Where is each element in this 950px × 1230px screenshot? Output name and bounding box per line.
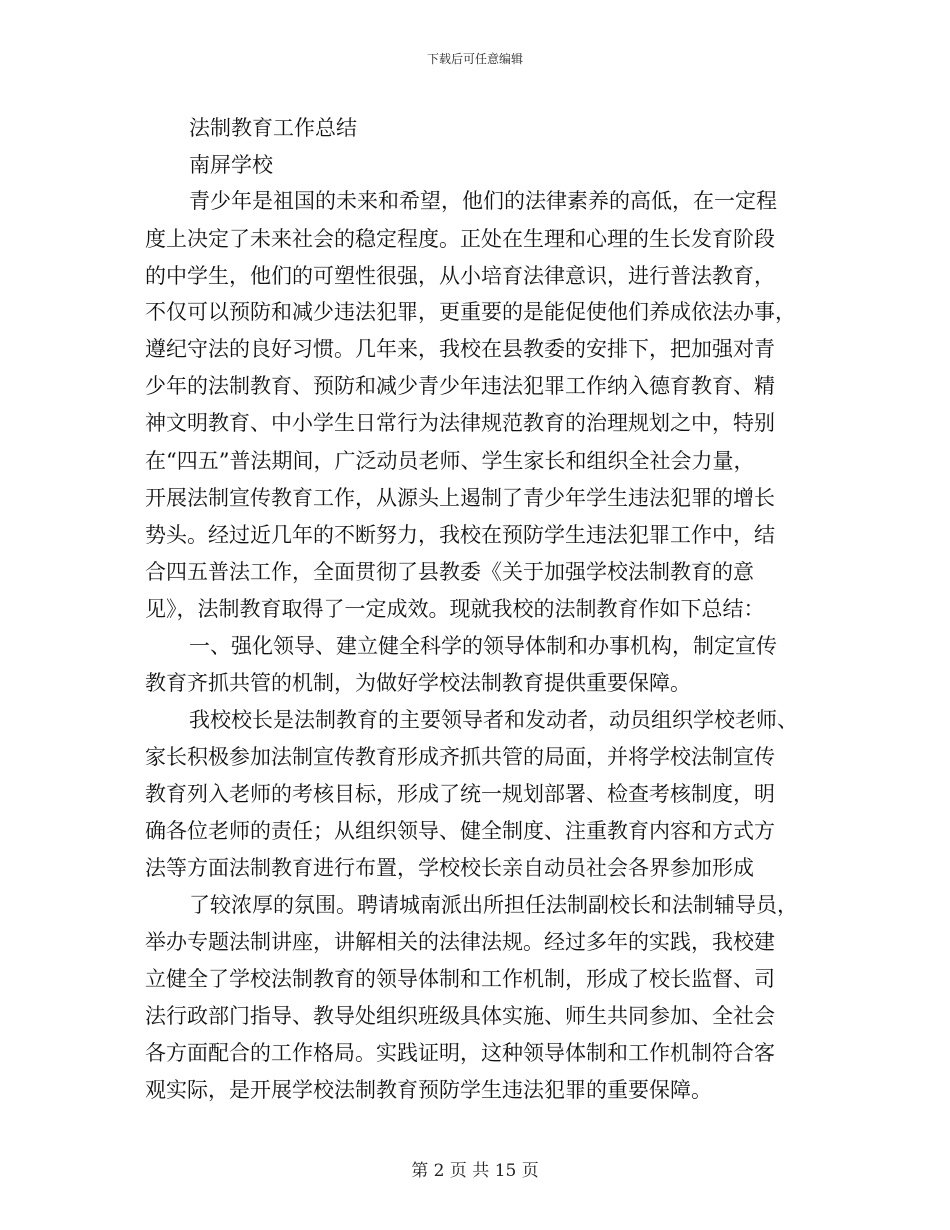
paragraph-line: 观实际，是开展学校法制教育预防学生违法犯罪的重要保障。 (145, 1078, 712, 1102)
paragraph-line: 不仅可以预防和减少违法犯罪，更重要的是能促使他们养成依法办事， (145, 300, 796, 324)
paragraph-line: 家长积极参加法制宣传教育形成齐抓共管的局面，并将学校法制宣传 (145, 745, 775, 769)
paragraph-line: 立健全了学校法制教育的领导体制和工作机制，形成了校长监督、司 (145, 967, 775, 991)
paragraph-line: 确各位老师的责任；从组织领导、健全制度、注重教育内容和方式方 (145, 819, 775, 843)
paragraph-line: 举办专题法制讲座，讲解相关的法律法规。经过多年的实践，我校建 (145, 930, 775, 954)
paragraph-line: 少年的法制教育、预防和减少青少年违法犯罪工作纳入德育教育、精 (145, 374, 775, 398)
paragraph-line: 开展法制宣传教育工作，从源头上遏制了青少年学生违法犯罪的增长 (145, 486, 775, 510)
paragraph-line: 神文明教育、中小学生日常行为法律规范教育的治理规划之中，特别 (145, 411, 775, 435)
paragraph-line: 的中学生，他们的可塑性很强，从小培育法律意识，进行普法教育， (145, 264, 775, 288)
paragraph-line: 在“四五”普法期间，广泛动员老师、学生家长和组织全社会力量， (145, 449, 755, 473)
section-heading-line: 一、强化领导、建立健全科学的领导体制和办事机构，制定宣传 (189, 634, 777, 658)
paragraph-line: 了较浓厚的氛围。聘请城南派出所担任法制副校长和法制辅导员， (189, 893, 798, 917)
paragraph-line: 遵纪守法的良好习惯。几年来，我校在县教委的安排下，把加强对青 (145, 337, 775, 361)
paragraph-line: 青少年是祖国的未来和希望，他们的法律素养的高低，在一定程 (189, 189, 777, 213)
paragraph-line: 度上决定了未来社会的稳定程度。正处在生理和心理的生长发育阶段 (145, 227, 775, 251)
paragraph-line: 我校校长是法制教育的主要领导者和发动者，动员组织学校老师、 (189, 708, 798, 732)
paragraph-line: 势头。经过近几年的不断努力，我校在预防学生违法犯罪工作中，结 (145, 523, 775, 547)
paragraph-line: 教育列入老师的考核目标，形成了统一规划部署、检查考核制度，明 (145, 782, 775, 806)
page-number-footer: 第 2 页 共 15 页 (411, 1161, 539, 1181)
page-header: 下载后可任意编辑 (426, 52, 523, 66)
paragraph-line: 各方面配合的工作格局。实践证明，这种领导体制和工作机制符合客 (145, 1041, 775, 1065)
school-name: 南屏学校 (189, 153, 273, 177)
paragraph-line: 法等方面法制教育进行布置，学校校长亲自动员社会各界参加形成 (145, 856, 754, 880)
section-heading-line: 教育齐抓共管的机制，为做好学校法制教育提供重要保障。 (145, 671, 691, 695)
paragraph-line: 合四五普法工作，全面贯彻了县教委《关于加强学校法制教育的意 (145, 560, 754, 584)
document-title: 法制教育工作总结 (189, 116, 357, 140)
paragraph-line: 法行政部门指导、教导处组织班级具体实施、师生共同参加、全社会 (145, 1004, 775, 1028)
paragraph-line: 见》，法制教育取得了一定成效。现就我校的法制教育作如下总结： (145, 597, 765, 621)
